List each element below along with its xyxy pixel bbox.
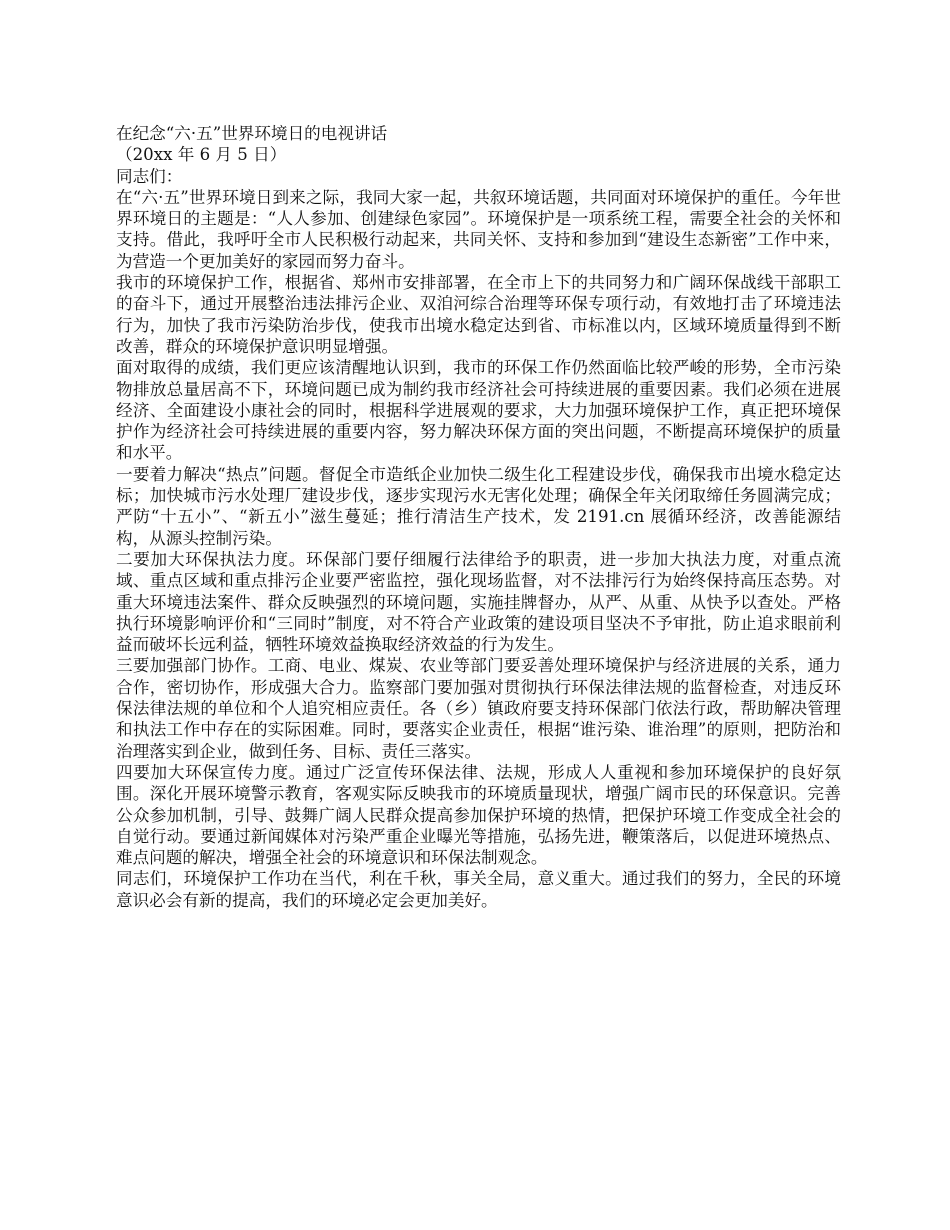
paragraph-challenges: 面对取得的成绩，我们更应该清醒地认识到，我市的环保工作仍然面临比较严峻的形势，全市污染物排放总量居高不下，环境问题已成为制约我市经济社会可持续进展的重要因素。我们必须在进展经济、全面建设小康社会的同时，根据科学进展观的要求，大力加强环境保护工作，真正把环境保护作为经济社会可持续进展的重要内容，努力解决环保方面的突出问题，不断提高环境保护的质量和水平。	[116, 358, 841, 463]
paragraph-task-three: 三要加强部门协作。工商、电业、煤炭、农业等部门要妥善处理环境保护与经济进展的关系，通力合作，密切协作，形成强大合力。监察部门要加强对贯彻执行环保法律法规的监督检查，对违反环保法律法规的单位和个人追究相应责任。各（乡）镇政府要支持环保部门依法行政，帮助解决管理和执法工作中存在的实际困难。同时，要落实企业责任，根据“谁污染、谁治理”的原则，把防治和治理落实到企业，做到任务、目标、责任三落实。	[116, 656, 841, 761]
paragraph-closing: 同志们，环境保护工作功在当代，利在千秋，事关全局，意义重大。通过我们的努力，全民的环境意识必会有新的提高，我们的环境必定会更加美好。	[116, 869, 841, 910]
paragraph-intro: 在“六·五”世界环境日到来之际，我同大家一起，共叙环境话题，共同面对环境保护的重任。今年世界环境日的主题是：“人人参加、创建绿色家园”。环境保护是一项系统工程，需要全社会的关怀和支持。借此，我呼吁全市人民积极行动起来，共同关怀、支持和参加到“建设生态新密”工作中来，为营造一个更加美好的家园而努力奋斗。	[116, 187, 841, 271]
paragraph-task-two: 二要加大环保执法力度。环保部门要仔细履行法律给予的职责，进一步加大执法力度，对重点流域、重点区域和重点排污企业要严密监控，强化现场监督，对不法排污行为始终保持高压态势。对重大环境违法案件、群众反映强烈的环境问题，实施挂牌督办，从严、从重、从快予以查处。严格执行环境影响评价和“三同时”制度，对不符合产业政策的建设项目坚决不予审批，防止追求眼前利益而破坏长远利益，牺牲环境效益换取经济效益的行为发生。	[116, 549, 841, 655]
paragraph-task-four: 四要加大环保宣传力度。通过广泛宣传环保法律、法规，形成人人重视和参加环境保护的良好氛围。深化开展环境警示教育，客观实际反映我市的环境质量现状，增强广阔市民的环保意识。完善公众参加机制，引导、鼓舞广阔人民群众提高参加保护环境的热情，把保护环境工作变成全社会的自觉行动。要通过新闻媒体对污染严重企业曝光等措施，弘扬先进，鞭策落后，以促进环境热点、难点问题的解决，增强全社会的环境意识和环保法制观念。	[116, 762, 841, 868]
salutation: 同志们：	[116, 166, 183, 186]
document-title: 在纪念“六·五”世界环境日的电视讲话	[116, 124, 388, 143]
document-body	[116, 123, 841, 911]
paragraph-achievements: 我市的环境保护工作，根据省、郑州市安排部署，在全市上下的共同努力和广阔环保战线干部职工的奋斗下，通过开展整治违法排污企业、双洎河综合治理等环保专项行动，有效地打击了环境违法行为，加快了我市污染防治步伐，使我市出境水稳定达到省、市标准以内，区域环境质量得到不断改善，群众的环境保护意识明显增强。	[116, 273, 841, 356]
paragraph-task-one: 一要着力解决“热点”问题。督促全市造纸企业加快二级生化工程建设步伐，确保我市出境水稳定达标；加快城市污水处理厂建设步伐，逐步实现污水无害化处理；确保全年关闭取缔任务圆满完成；严防“十五小”、“新五小”滋生蔓延；推行清洁生产技术，发 2191.cn 展循环经济，改善能源结构，从源头控制污染。	[116, 464, 841, 548]
document-date: （20xx 年 6 月 5 日）	[116, 145, 287, 165]
